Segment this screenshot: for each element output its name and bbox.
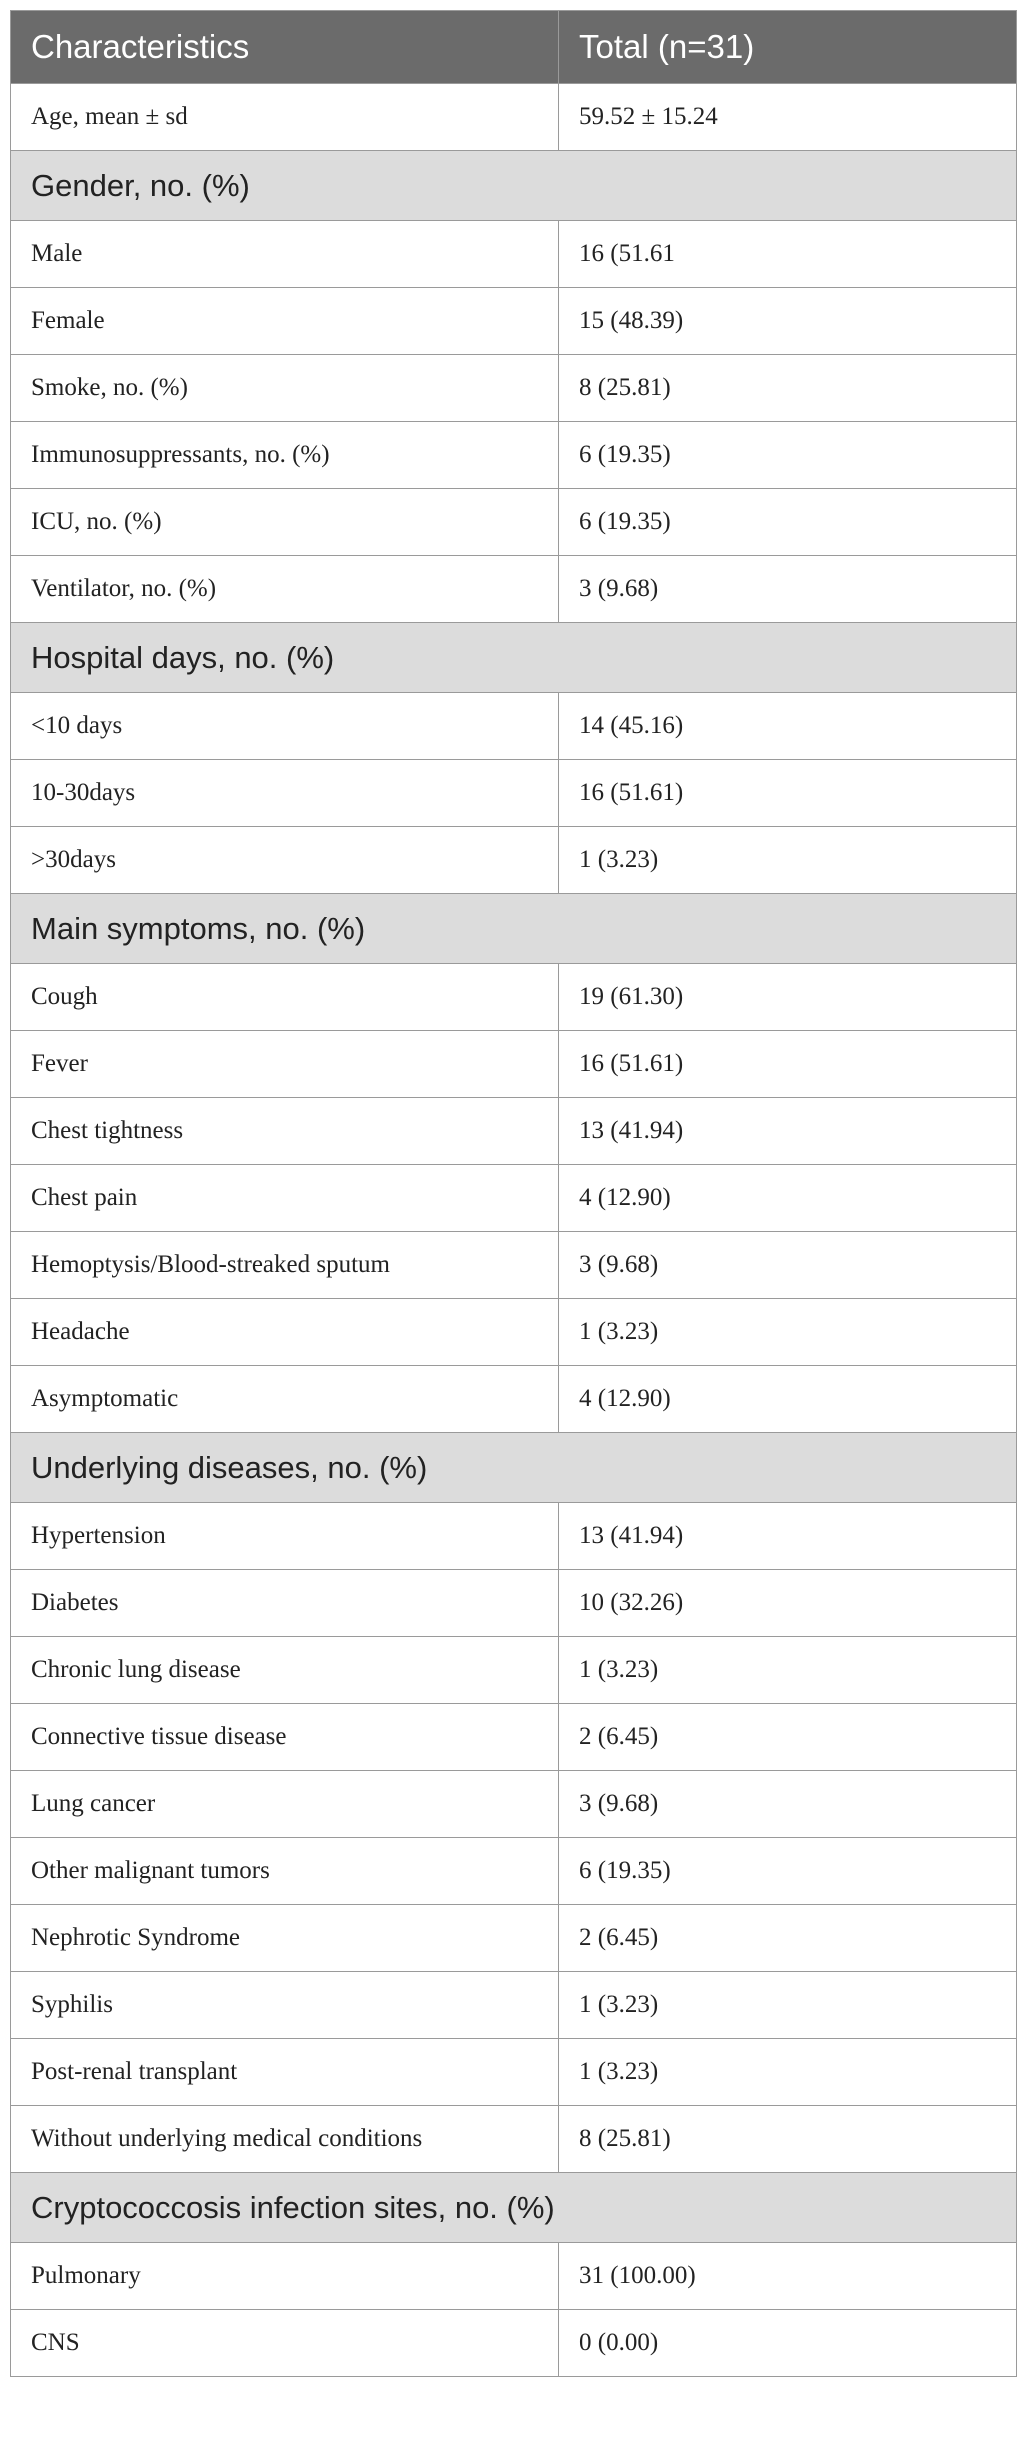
row-label: Age, mean ± sd [11, 84, 559, 151]
table-row [11, 2039, 1017, 2106]
row-value: 4 (12.90) [559, 1165, 1017, 1232]
row-value: 1 (3.23) [559, 1637, 1017, 1704]
row-label: Nephrotic Syndrome [11, 1905, 559, 1972]
section-row [11, 151, 1017, 221]
section-label: Underlying diseases, no. (%) [11, 1433, 1017, 1503]
characteristics-table [10, 10, 1017, 2377]
row-label: Chest pain [11, 1165, 559, 1232]
section-row [11, 894, 1017, 964]
row-label: Hemoptysis/Blood-streaked sputum [11, 1232, 559, 1299]
table-row [11, 1972, 1017, 2039]
row-label: Without underlying medical conditions [11, 2106, 559, 2173]
row-label: Fever [11, 1031, 559, 1098]
row-value: 14 (45.16) [559, 693, 1017, 760]
table-row [11, 489, 1017, 556]
row-label: Chronic lung disease [11, 1637, 559, 1704]
table-row [11, 288, 1017, 355]
row-value: 1 (3.23) [559, 827, 1017, 894]
row-label: 10-30days [11, 760, 559, 827]
table-row [11, 827, 1017, 894]
table-row [11, 2106, 1017, 2173]
table-row [11, 1503, 1017, 1570]
section-row [11, 2173, 1017, 2243]
row-label: Hypertension [11, 1503, 559, 1570]
row-label: ICU, no. (%) [11, 489, 559, 556]
table-row [11, 1771, 1017, 1838]
row-label: <10 days [11, 693, 559, 760]
row-label: CNS [11, 2310, 559, 2377]
table-row [11, 2310, 1017, 2377]
row-label: Ventilator, no. (%) [11, 556, 559, 623]
section-row [11, 623, 1017, 693]
row-label: Immunosuppressants, no. (%) [11, 422, 559, 489]
row-value: 2 (6.45) [559, 1704, 1017, 1771]
table-row [11, 760, 1017, 827]
table-row [11, 1704, 1017, 1771]
table-row [11, 422, 1017, 489]
row-label: Syphilis [11, 1972, 559, 2039]
row-value: 4 (12.90) [559, 1366, 1017, 1433]
row-label: Connective tissue disease [11, 1704, 559, 1771]
table-row [11, 1165, 1017, 1232]
row-value: 13 (41.94) [559, 1503, 1017, 1570]
row-label: Post-renal transplant [11, 2039, 559, 2106]
row-value: 31 (100.00) [559, 2243, 1017, 2310]
row-value: 2 (6.45) [559, 1905, 1017, 1972]
table-row [11, 1299, 1017, 1366]
row-value: 19 (61.30) [559, 964, 1017, 1031]
row-label: Cough [11, 964, 559, 1031]
table-row [11, 1232, 1017, 1299]
row-value: 1 (3.23) [559, 1299, 1017, 1366]
row-value: 6 (19.35) [559, 1838, 1017, 1905]
row-value: 6 (19.35) [559, 422, 1017, 489]
row-value: 1 (3.23) [559, 1972, 1017, 2039]
section-label: Main symptoms, no. (%) [11, 894, 1017, 964]
section-label: Cryptococcosis infection sites, no. (%) [11, 2173, 1017, 2243]
table-row [11, 556, 1017, 623]
row-label: Pulmonary [11, 2243, 559, 2310]
table-row [11, 1366, 1017, 1433]
row-value: 3 (9.68) [559, 556, 1017, 623]
table-row [11, 2243, 1017, 2310]
row-value: 3 (9.68) [559, 1771, 1017, 1838]
row-value: 59.52 ± 15.24 [559, 84, 1017, 151]
row-value: 8 (25.81) [559, 355, 1017, 422]
table-body [11, 84, 1017, 2377]
row-value: 16 (51.61) [559, 1031, 1017, 1098]
section-label: Hospital days, no. (%) [11, 623, 1017, 693]
row-value: 16 (51.61 [559, 221, 1017, 288]
row-value: 8 (25.81) [559, 2106, 1017, 2173]
row-label: Chest tightness [11, 1098, 559, 1165]
header-characteristics: Characteristics [11, 11, 559, 84]
row-label: Other malignant tumors [11, 1838, 559, 1905]
row-value: 0 (0.00) [559, 2310, 1017, 2377]
section-row [11, 1433, 1017, 1503]
row-label: Diabetes [11, 1570, 559, 1637]
section-label: Gender, no. (%) [11, 151, 1017, 221]
row-label: Female [11, 288, 559, 355]
row-value: 15 (48.39) [559, 288, 1017, 355]
row-value: 1 (3.23) [559, 2039, 1017, 2106]
header-total: Total (n=31) [559, 11, 1017, 84]
table-row [11, 1637, 1017, 1704]
table-row [11, 1031, 1017, 1098]
table-row [11, 964, 1017, 1031]
row-value: 10 (32.26) [559, 1570, 1017, 1637]
row-label: Headache [11, 1299, 559, 1366]
table-row [11, 1570, 1017, 1637]
table-row [11, 1098, 1017, 1165]
row-label: Male [11, 221, 559, 288]
table-row [11, 221, 1017, 288]
table-row [11, 1905, 1017, 1972]
row-label: >30days [11, 827, 559, 894]
row-value: 6 (19.35) [559, 489, 1017, 556]
table-row [11, 1838, 1017, 1905]
table-row [11, 693, 1017, 760]
row-label: Smoke, no. (%) [11, 355, 559, 422]
row-label: Asymptomatic [11, 1366, 559, 1433]
header-row [11, 11, 1017, 84]
row-value: 13 (41.94) [559, 1098, 1017, 1165]
row-value: 3 (9.68) [559, 1232, 1017, 1299]
row-value: 16 (51.61) [559, 760, 1017, 827]
table-row [11, 84, 1017, 151]
row-label: Lung cancer [11, 1771, 559, 1838]
table-row [11, 355, 1017, 422]
